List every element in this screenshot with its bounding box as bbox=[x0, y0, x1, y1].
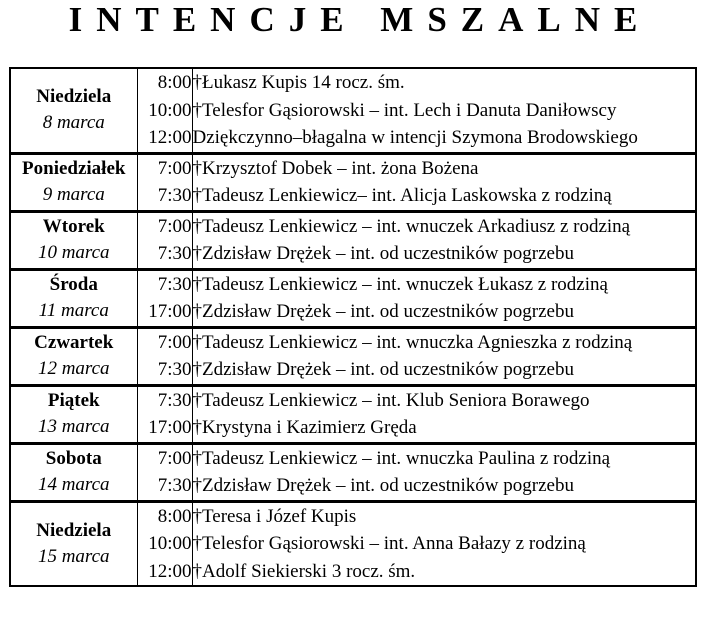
mass-intention: †Telesfor Gąsiorowski – int. Anna Bałazy z rodziną bbox=[192, 533, 586, 554]
intention-cell bbox=[192, 68, 696, 153]
mass-time: 7:00 bbox=[157, 157, 192, 179]
time-cell bbox=[137, 211, 192, 269]
mass-intention: †Zdzisław Drężek – int. od uczestników pogrzebu bbox=[192, 475, 574, 496]
mass-time: 7:00 bbox=[157, 215, 192, 237]
mass-time: 7:30 bbox=[157, 475, 192, 496]
mass-time: 10:00 bbox=[148, 533, 192, 554]
day-cell bbox=[10, 443, 137, 501]
day-name: Niedziela bbox=[36, 519, 112, 541]
mass-intention: †Tadeusz Lenkiewicz – int. wnuczek Łukasz z rodziną bbox=[192, 273, 608, 295]
day-row bbox=[10, 385, 696, 443]
page-title: INTENCJE MSZALNE bbox=[68, 0, 652, 39]
mass-intention: †Teresa i Józef Kupis bbox=[192, 505, 357, 527]
intention-cell bbox=[192, 269, 696, 327]
intention-cell bbox=[192, 385, 696, 443]
mass-intention: †Łukasz Kupis 14 rocz. śm. bbox=[192, 72, 405, 93]
mass-time: 7:30 bbox=[157, 185, 192, 206]
mass-schedule-table bbox=[9, 67, 697, 587]
day-name: Czwartek bbox=[34, 332, 114, 353]
day-cell bbox=[10, 269, 137, 327]
day-date: 13 marca bbox=[37, 416, 110, 437]
mass-time: 7:30 bbox=[157, 359, 192, 380]
intention-cell bbox=[192, 153, 696, 211]
mass-time: 10:00 bbox=[148, 99, 192, 121]
day-row bbox=[10, 269, 696, 327]
time-cell bbox=[137, 327, 192, 385]
mass-time: 12:00 bbox=[148, 127, 192, 148]
mass-intention: †Tadeusz Lenkiewicz – int. wnuczka Paulina z rodziną bbox=[192, 447, 611, 469]
day-name: Poniedziałek bbox=[22, 158, 126, 179]
mass-time: 7:00 bbox=[157, 331, 192, 353]
day-date: 14 marca bbox=[37, 474, 110, 495]
intention-cell bbox=[192, 443, 696, 501]
day-name: Piątek bbox=[47, 390, 100, 411]
day-date: 11 marca bbox=[38, 300, 109, 321]
time-cell bbox=[137, 153, 192, 211]
day-cell bbox=[10, 153, 137, 211]
mass-intention: †Zdzisław Drężek – int. od uczestników pogrzebu bbox=[192, 243, 574, 264]
mass-intention: †Adolf Siekierski 3 rocz. śm. bbox=[192, 560, 416, 582]
day-cell bbox=[10, 501, 137, 586]
mass-time: 8:00 bbox=[157, 505, 192, 527]
day-row bbox=[10, 68, 696, 153]
day-name: Niedziela bbox=[36, 86, 112, 108]
mass-intention: †Tadeusz Lenkiewicz– int. Alicja Laskowska z rodziną bbox=[192, 185, 612, 206]
day-cell bbox=[10, 327, 137, 385]
mass-time: 17:00 bbox=[148, 301, 192, 322]
day-name: Wtorek bbox=[42, 216, 105, 237]
day-cell bbox=[10, 211, 137, 269]
mass-intention: †Telesfor Gąsiorowski – int. Lech i Danuta Daniłowscy bbox=[192, 99, 617, 121]
day-row bbox=[10, 153, 696, 211]
mass-intention: †Zdzisław Drężek – int. od uczestników pogrzebu bbox=[192, 301, 574, 322]
intention-cell bbox=[192, 327, 696, 385]
day-row bbox=[10, 211, 696, 269]
day-name: Środa bbox=[49, 274, 98, 295]
day-date: 10 marca bbox=[37, 242, 110, 263]
mass-time: 17:00 bbox=[148, 417, 192, 438]
time-cell bbox=[137, 68, 192, 153]
day-row bbox=[10, 443, 696, 501]
day-date: 15 marca bbox=[37, 545, 110, 567]
mass-intention: †Krzysztof Dobek – int. żona Bożena bbox=[192, 157, 479, 179]
time-cell bbox=[137, 501, 192, 586]
mass-time: 7:30 bbox=[157, 273, 192, 295]
day-row bbox=[10, 501, 696, 586]
day-date: 8 marca bbox=[42, 112, 105, 134]
mass-time: 7:00 bbox=[157, 447, 192, 469]
mass-time: 7:30 bbox=[157, 243, 192, 264]
mass-time: 8:00 bbox=[157, 72, 192, 93]
mass-intention: †Krystyna i Kazimierz Gręda bbox=[192, 417, 417, 438]
day-date: 9 marca bbox=[42, 184, 105, 205]
mass-time: 7:30 bbox=[157, 389, 192, 411]
mass-intention: †Tadeusz Lenkiewicz – int. wnuczek Arkadiusz z rodziną bbox=[192, 215, 631, 237]
time-cell bbox=[137, 385, 192, 443]
time-cell bbox=[137, 443, 192, 501]
time-cell bbox=[137, 269, 192, 327]
day-name: Sobota bbox=[45, 448, 102, 469]
intention-cell bbox=[192, 211, 696, 269]
mass-intention: Dziękczynno–błagalna w intencji Szymona Brodowskiego bbox=[192, 127, 638, 148]
day-row bbox=[10, 327, 696, 385]
day-cell bbox=[10, 385, 137, 443]
mass-intention: †Tadeusz Lenkiewicz – int. Klub Seniora Borawego bbox=[192, 389, 590, 411]
day-date: 12 marca bbox=[37, 358, 110, 379]
mass-intention: †Zdzisław Drężek – int. od uczestników pogrzebu bbox=[192, 359, 574, 380]
mass-time: 12:00 bbox=[148, 560, 192, 582]
mass-intention: †Tadeusz Lenkiewicz – int. wnuczka Agnieszka z rodziną bbox=[192, 331, 633, 353]
day-cell bbox=[10, 68, 137, 153]
intention-cell bbox=[192, 501, 696, 586]
